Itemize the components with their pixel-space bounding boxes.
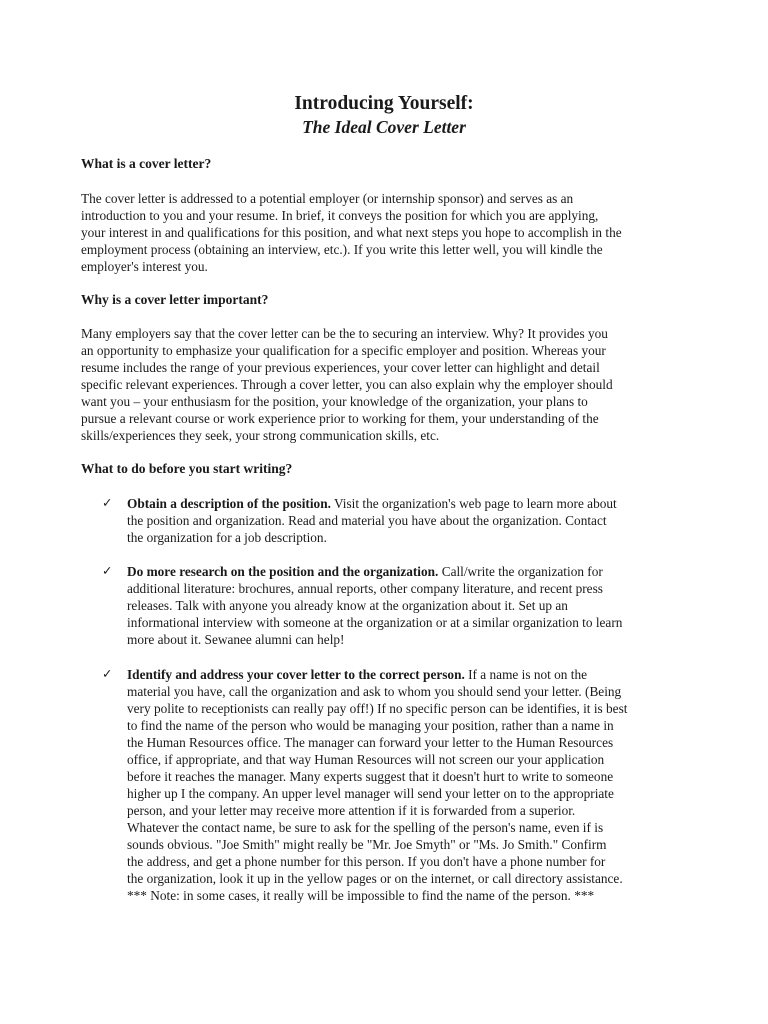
section-paragraph-what-is (81, 190, 686, 275)
checklist-line: informational interview with someone at the organization or at a similar organization to learn (127, 615, 623, 630)
checklist-line: releases. Talk with anyone you already know at the organization about it. Set up an (127, 598, 568, 613)
checkmark-icon: ✓ (102, 495, 113, 510)
checklist-line: the organization, look it up in the yellow pages or on the internet, or call directory assistance. (127, 871, 623, 886)
paragraph-line: pursue a relevant course or work experience prior to working for them, your understanding of the (81, 411, 599, 426)
paragraph-line: introduction to you and your resume. In brief, it conveys the position for which you are applying, (81, 208, 599, 223)
checklist-line: material you have, call the organization and ask to whom you should send your letter. (Being (127, 684, 622, 699)
checklist-line: the address, and get a phone number for this person. If you don't have a phone number for (127, 854, 606, 869)
checklist-line: to find the name of the person who would be managing your position, rather than a name in (127, 718, 614, 733)
checklist-line: before it reaches the manager. Many experts suggest that it doesn't hurt to write to someone (127, 769, 614, 784)
section-heading-why-important: Why is a cover letter important? (81, 292, 269, 307)
checklist-line: *** Note: in some cases, it really will be impossible to find the name of the person. *** (127, 888, 595, 903)
checklist-line: office, if appropriate, and that way Human Resources will not screen our your application (127, 752, 605, 767)
checklist-line-text: Call/write the organization for (438, 564, 603, 579)
checklist-item-body (127, 563, 687, 648)
checklist-item-title: Do more research on the position and the organization. (127, 564, 439, 579)
checklist-line-text: If a name is not on the (464, 667, 588, 682)
checklist-line: the organization for a job description. (127, 530, 327, 545)
checklist-item-body (127, 666, 687, 904)
checklist-line: higher up I the company. An upper level manager will send your letter on to the appropriate (127, 786, 614, 801)
section-heading-before-writing: What to do before you start writing? (81, 461, 293, 476)
paragraph-line: resume includes the range of your previous experiences, your cover letter can highlight and detail (81, 360, 600, 375)
checklist-line-text: Visit the organization's web page to learn more about (330, 496, 617, 511)
section-heading-what-is: What is a cover letter? (81, 156, 212, 171)
checklist-item-title: Identify and address your cover letter to the correct person. (127, 667, 465, 682)
checklist-item-body (127, 495, 687, 546)
checklist-line: additional literature: brochures, annual reports, other company literature, and recent press (127, 581, 603, 596)
checklist-line: Whatever the contact name, be sure to ask for the spelling of the person's name, even if is (127, 820, 604, 835)
checkmark-icon: ✓ (102, 666, 113, 681)
checklist-line: the Human Resources office. The manager can forward your letter to the Human Resources (127, 735, 614, 750)
paragraph-line: specific relevant experiences. Through a cover letter, you can also explain why the employer should (81, 377, 613, 392)
document-subtitle: The Ideal Cover Letter (302, 117, 466, 137)
section-paragraph-why-important (81, 325, 686, 444)
paragraph-line: want you – your enthusiasm for the position, your knowledge of the organization, your plans to (81, 394, 588, 409)
paragraph-line: The cover letter is addressed to a potential employer (or internship sponsor) and serves as an (81, 191, 574, 206)
checklist-line: the position and organization. Read and material you have about the organization. Contact (127, 513, 607, 528)
checklist-line: more about it. Sewanee alumni can help! (127, 632, 345, 647)
paragraph-line: an opportunity to emphasize your qualification for a specific employer and position. Whereas your (81, 343, 606, 358)
checklist-line: very polite to receptionists can really pay off!) If no specific person can be identifies, it is best (127, 701, 628, 716)
checklist-line (127, 495, 687, 512)
checklist-line (127, 666, 687, 683)
checkmark-icon: ✓ (102, 563, 113, 578)
checklist-line (127, 563, 687, 580)
document-title: Introducing Yourself: (294, 93, 474, 114)
paragraph-line: your interest in and qualifications for this position, and what next steps you hope to accomplish in the (81, 225, 622, 240)
checklist-line: sounds obvious. "Joe Smith" might really be "Mr. Joe Smyth" or "Ms. Jo Smith." Confirm (127, 837, 607, 852)
paragraph-line: skills/experiences they seek, your strong communication skills, etc. (81, 428, 440, 443)
checklist-item-title: Obtain a description of the position. (127, 496, 331, 511)
paragraph-line: Many employers say that the cover letter can be the to securing an interview. Why? It provides you (81, 326, 608, 341)
paragraph-line: employer's interest you. (81, 259, 208, 274)
checklist-line: person, and your letter may receive more attention if it is forwarded from a superior. (127, 803, 576, 818)
paragraph-line: employment process (obtaining an interview, etc.). If you write this letter well, you will kindle the (81, 242, 603, 257)
